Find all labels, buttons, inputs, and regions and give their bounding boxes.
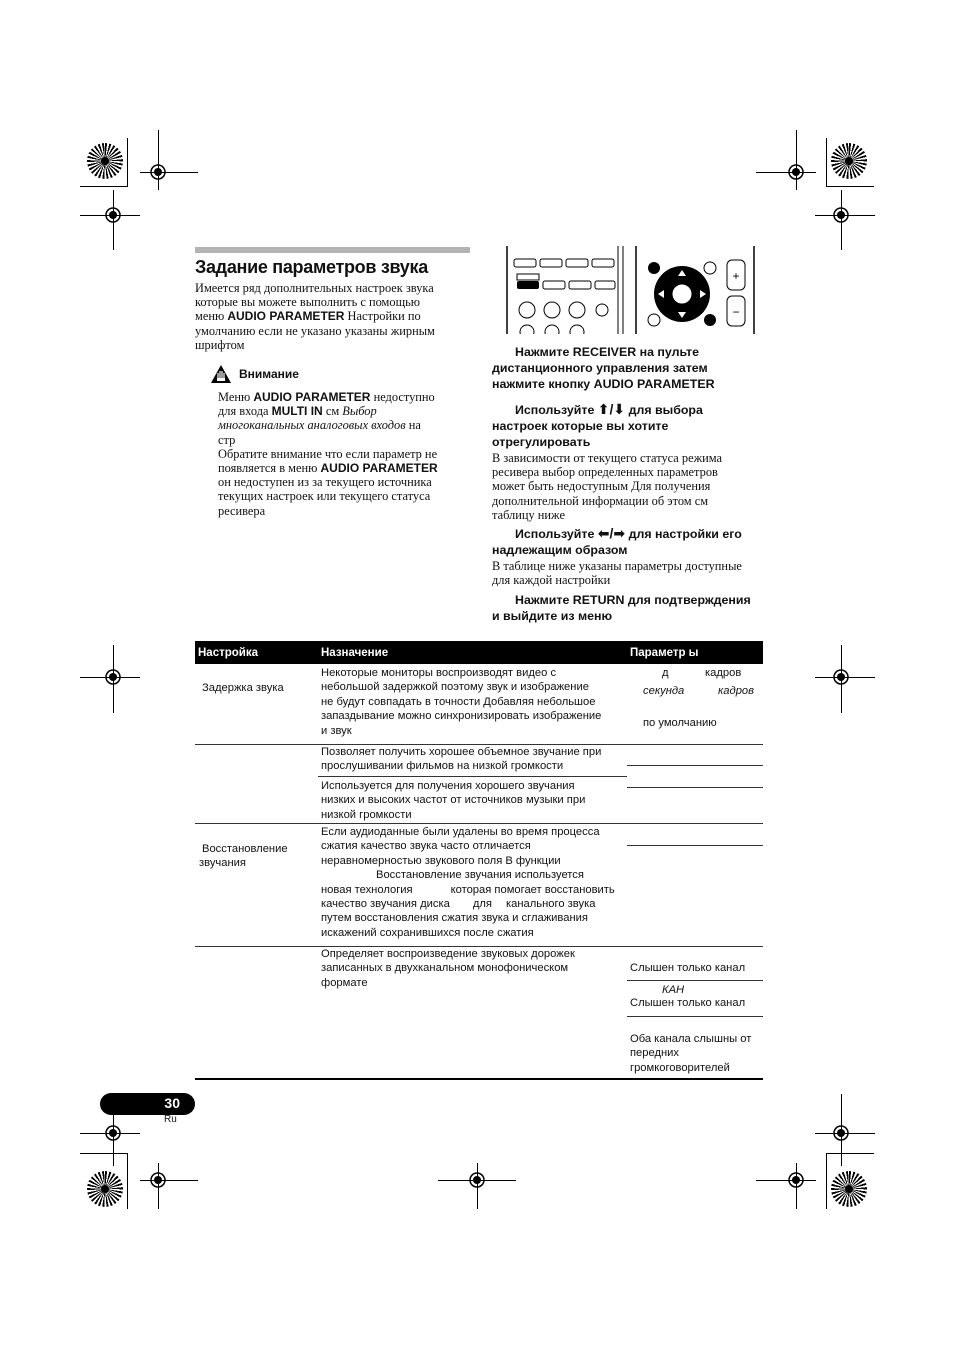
step-line: Используйте ⬅/➡ для настройки его: [515, 525, 742, 541]
purpose-cell: Позволяет получить хорошее объемное звучание при прослушивании фильмов на низкой громкости: [321, 746, 602, 773]
parameter-cell: кадров: [705, 667, 742, 679]
caution-text: [218, 390, 474, 518]
body-line: ресивера выбор определенных параметров: [492, 465, 718, 480]
setting-cell: Задержка звука: [202, 682, 284, 694]
crosshair-icon: [102, 666, 124, 688]
body-line: может быть недоступным Для получения: [492, 479, 711, 494]
language-code: Ru: [164, 1114, 177, 1125]
crosshair-icon: [785, 161, 807, 183]
setting-cell: Восстановление звучания: [199, 843, 288, 870]
parameter-cell: КАН: [662, 984, 685, 996]
parameter-cell: кадров: [718, 685, 754, 697]
caution-line: Меню AUDIO PARAMETER недоступно: [218, 390, 435, 404]
page-title: Задание параметров звука: [195, 257, 428, 277]
purpose-cell: Используется для получения хорошего звучания низких и высоких частот от источников музыки при низкой громкости: [321, 780, 586, 821]
registration-star-icon: [87, 1171, 123, 1207]
step-line: настроек которые вы хотите: [492, 419, 669, 433]
caution-line: для входа MULTI IN см Выбор: [218, 404, 377, 419]
caution-icon: [210, 364, 232, 384]
caution-line: появляется в меню AUDIO PARAMETER: [218, 461, 438, 476]
step-line: надлежащим образом: [492, 543, 628, 557]
caution-line: текущих настроек или текущего статуса: [218, 489, 431, 504]
column-header: Параметр ы: [627, 641, 763, 664]
purpose-cell: Если аудиоданные были удалены во время процесса сжатия качество звука часто отличается неравномерностью звукового поля В функции Восстановление звучания используется новая технология которая помогает восстановить качество звучания диска для канального звука путем восстановления сжатия звука и сглаживания искажений сохранившихся после сжатия: [321, 826, 615, 939]
crosshair-icon: [830, 666, 852, 688]
table-header-row: [195, 641, 763, 664]
body-line: таблицу ниже: [492, 507, 565, 522]
column-header: Настройка: [195, 641, 318, 664]
crosshair-icon: [147, 161, 169, 183]
step-line: нажмите кнопку AUDIO PARAMETER: [492, 377, 715, 391]
body-line: дополнительной информации об этом см: [492, 493, 709, 508]
step-line: Используйте ⬆/⬇ для выбора: [515, 401, 703, 417]
remote-control-illustration: [505, 246, 755, 334]
intro-line: шрифтом: [195, 337, 245, 352]
parameter-cell: Оба канала слышны от передних громкоговорителей: [630, 1033, 752, 1074]
intro-line: которые вы можете выполнить с помощью: [195, 295, 421, 310]
body-line: В таблице ниже указаны параметры доступные: [492, 559, 742, 573]
registration-star-icon: [87, 143, 123, 179]
step-line: Нажмите RECEIVER на пульте: [515, 345, 699, 359]
purpose-cell: Определяет воспроизведение звуковых дорожек записанных в двухканальном монофоническом формате: [321, 948, 575, 989]
audio-parameter-table: [195, 641, 763, 664]
step-3-body: [492, 559, 777, 587]
svg-text:−: −: [732, 305, 740, 319]
crosshair-icon: [102, 1122, 124, 1144]
intro-text: [195, 281, 475, 352]
crosshair-icon: [102, 204, 124, 226]
body-line: В зависимости от текущего статуса режима: [492, 451, 723, 465]
parameter-cell: Слышен только канал: [630, 962, 746, 974]
parameter-cell: по умолчанию: [643, 717, 717, 729]
step-line: отрегулировать: [492, 435, 591, 449]
crosshair-icon: [830, 1122, 852, 1144]
step-2-body: [492, 451, 772, 522]
caution-line: многоканальных аналоговых входов на: [218, 418, 421, 433]
crosshair-icon: [147, 1169, 169, 1191]
step-4: [492, 592, 772, 624]
step-line: и выйдите из меню: [492, 609, 613, 623]
crosshair-icon: [466, 1169, 488, 1191]
parameter-cell: Слышен только канал: [630, 997, 746, 1009]
caution-line: он недоступен из за текущего источника: [218, 475, 432, 490]
up-down-arrow-icon: ⬆/⬇: [597, 401, 626, 417]
page-number-badge: [100, 1093, 195, 1115]
parameter-cell: д: [662, 667, 669, 679]
intro-line: меню AUDIO PARAMETER Настройки по: [195, 309, 421, 324]
heading-bar: [195, 247, 470, 253]
column-header: Назначение: [318, 641, 627, 664]
caution-line: Обратите внимание что если параметр не: [218, 446, 438, 461]
step-1: [492, 344, 772, 392]
left-right-arrow-icon: ⬅/➡: [597, 525, 626, 541]
svg-text:+: +: [732, 269, 740, 283]
caution-line: стр: [218, 432, 236, 447]
caution-line: ресивера: [218, 503, 266, 518]
registration-star-icon: [831, 1171, 867, 1207]
body-line: для каждой настройки: [492, 573, 611, 588]
parameter-cell: секунда: [643, 685, 685, 697]
registration-star-icon: [831, 143, 867, 179]
intro-line: умолчанию если не указано указаны жирным: [195, 323, 435, 338]
crosshair-icon: [830, 204, 852, 226]
caution-title: Внимание: [239, 367, 299, 381]
crosshair-icon: [785, 1169, 807, 1191]
purpose-cell: Некоторые мониторы воспроизводят видео с небольшой задержкой поэтому звук и изображение не будут совпадать в точности Добавляя небольшое запаздывание можно синхронизировать изображение и звук: [321, 667, 602, 737]
step-2: [492, 401, 772, 450]
step-3: [492, 525, 772, 558]
step-line: дистанционного управления затем: [492, 361, 708, 375]
intro-line: Имеется ряд дополнительных настроек звука: [195, 281, 434, 295]
step-line: Нажмите RETURN для подтверждения: [515, 593, 751, 607]
page-number: 30: [164, 1095, 180, 1111]
